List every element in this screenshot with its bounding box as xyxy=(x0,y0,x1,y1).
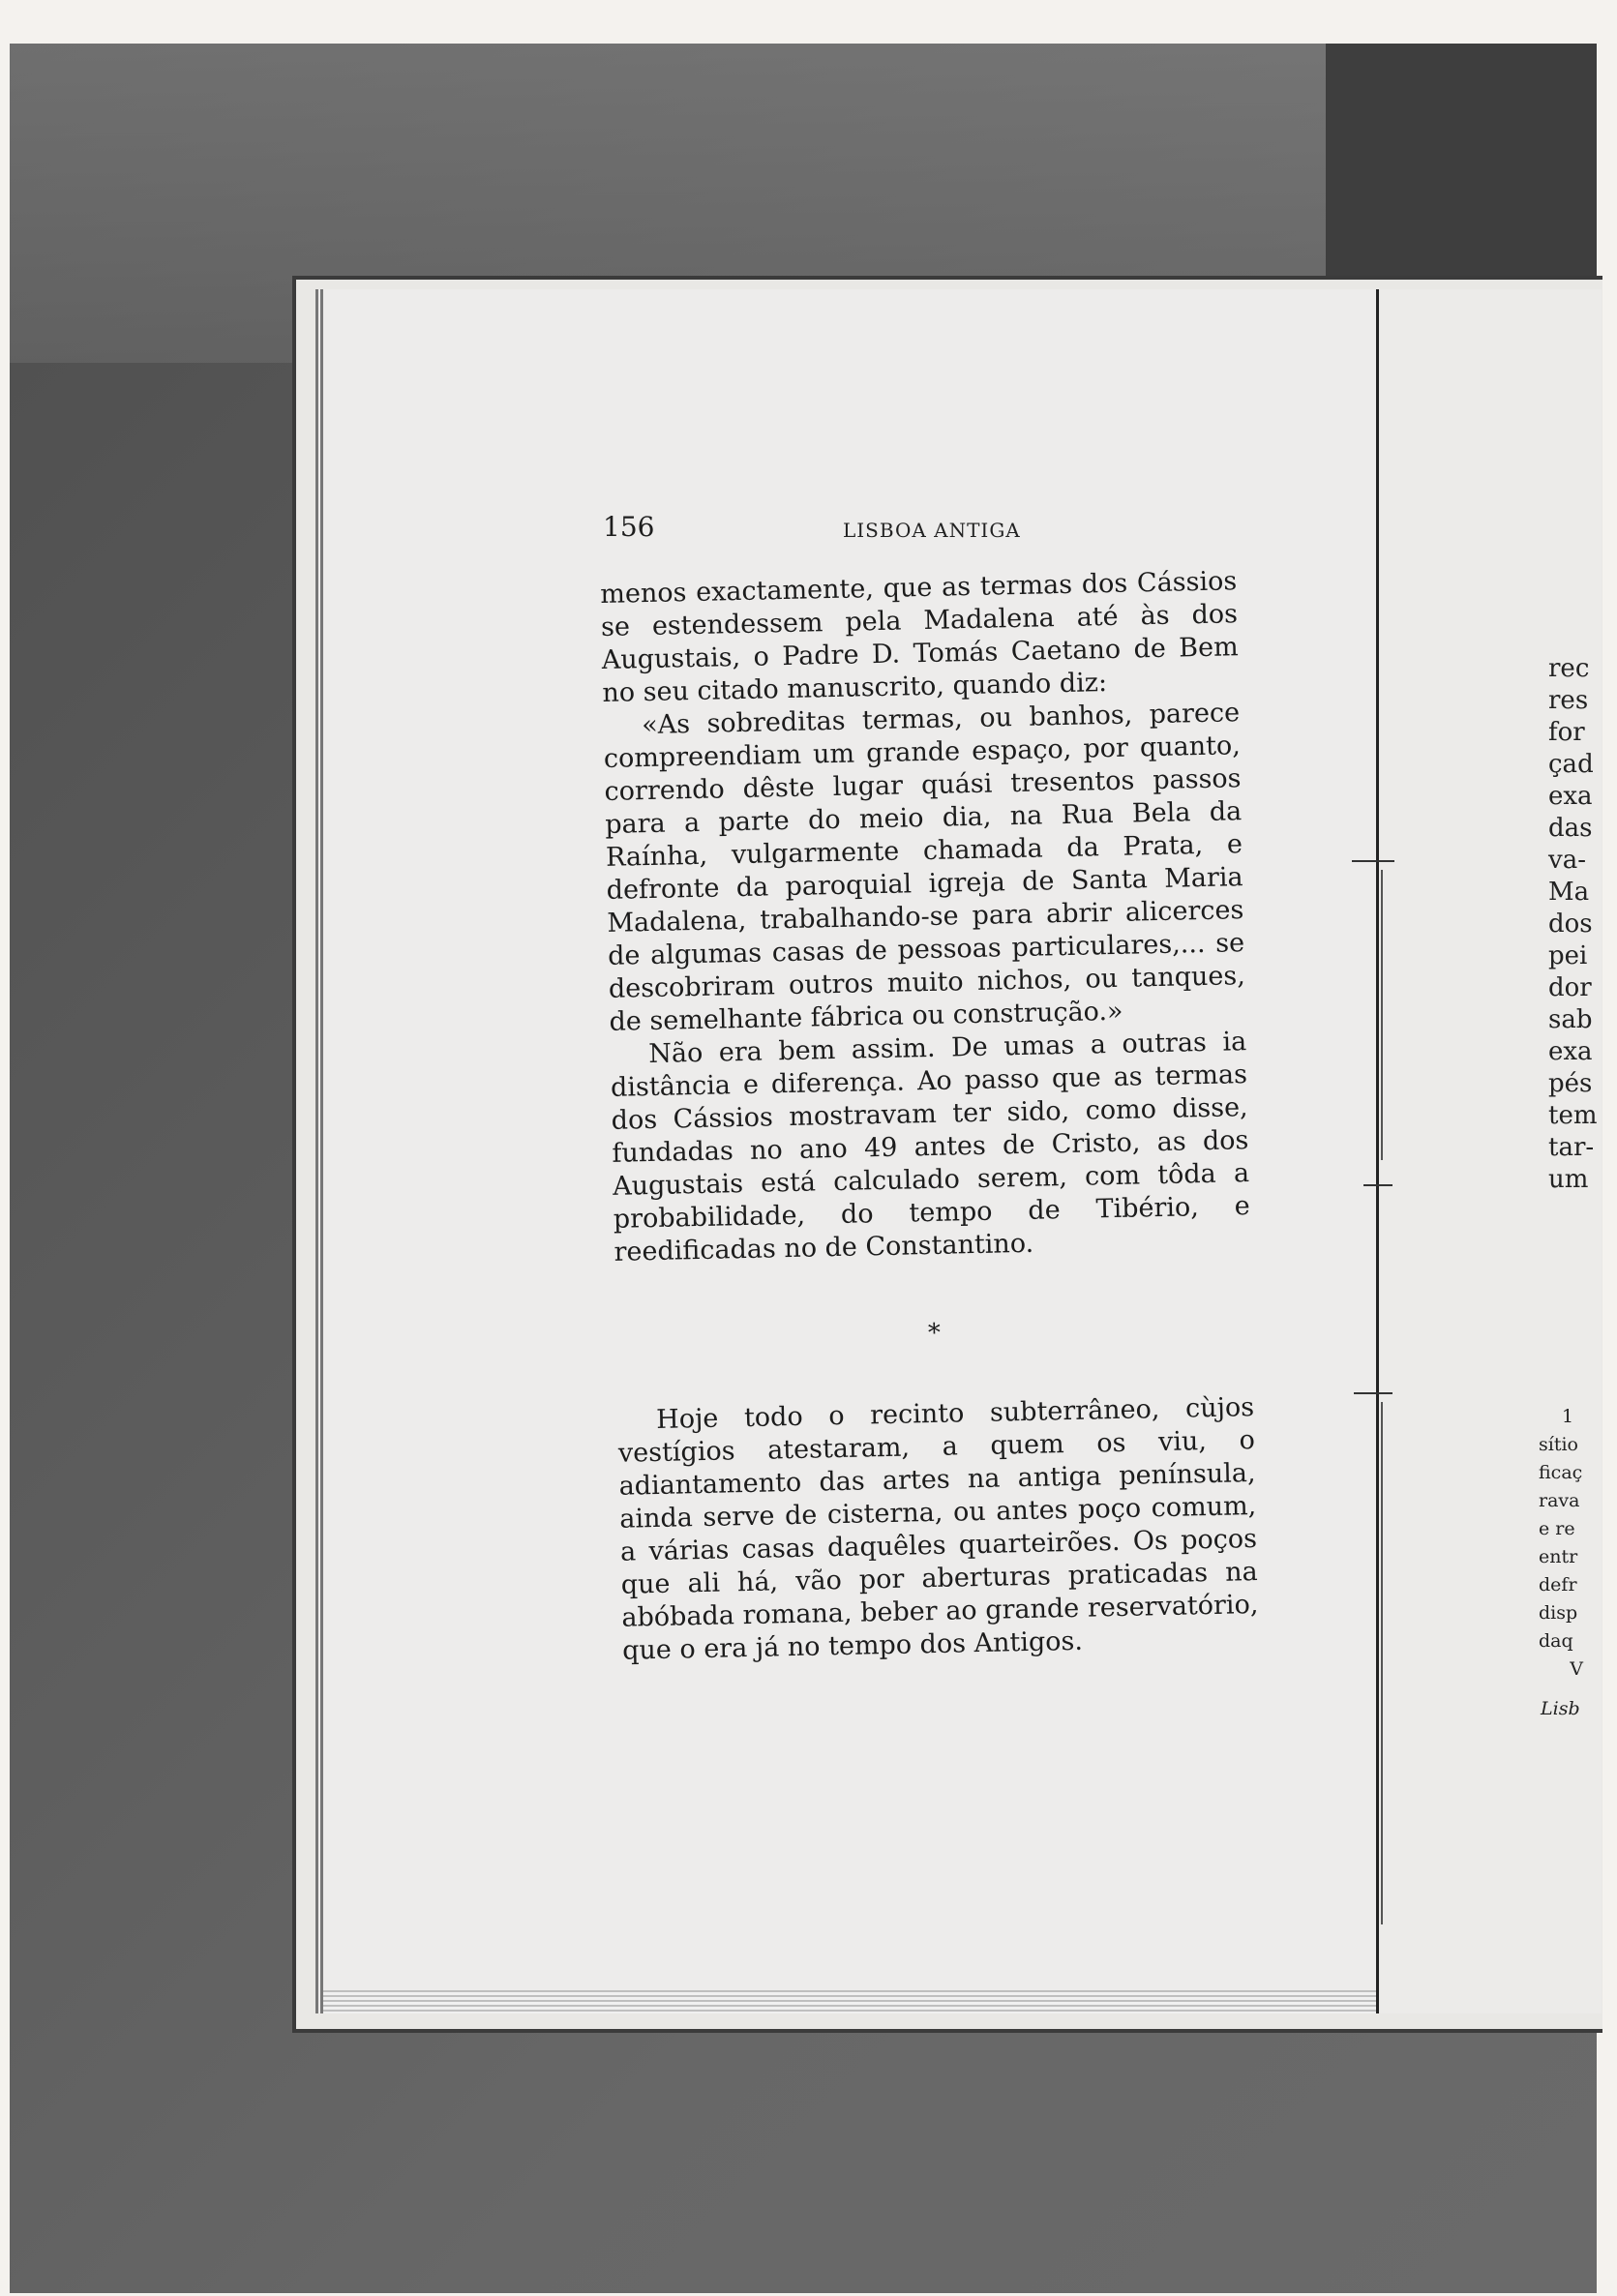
fragment: rec xyxy=(1548,654,1590,683)
body-text xyxy=(600,565,1259,1668)
fragment: defr xyxy=(1539,1574,1577,1595)
fragment: res xyxy=(1548,686,1589,715)
facing-page-fragments-bottom xyxy=(1539,1403,1597,1684)
fragment: um xyxy=(1548,1165,1589,1194)
fragment: sítio xyxy=(1539,1434,1578,1455)
fragment: daq xyxy=(1539,1630,1573,1652)
fragment: entr xyxy=(1539,1546,1578,1567)
fragment: exa xyxy=(1548,1037,1593,1066)
paragraph: Hoje todo o recinto subterrâneo, cùjos vestígios atestaram, a quem os viu, o adiantamento das artes na antiga península, ainda serve de cisterna, ou antes poço comum, a várias casas daquêles quarteirões. Os poços que ali há, vão por aberturas praticadas na abóbada romana, beber ao grande reservatório, que o era já no tempo dos Antigos. xyxy=(617,1392,1259,1666)
facing-page-fragments-top xyxy=(1548,653,1598,1196)
fragment: Ma xyxy=(1548,878,1590,907)
fragment: sab xyxy=(1548,1005,1593,1034)
fragment: pei xyxy=(1548,941,1588,970)
fragment: for xyxy=(1548,718,1585,747)
fragment: dos xyxy=(1548,909,1593,939)
running-title: LISBOA ANTIGA xyxy=(843,519,1021,542)
gutter-line xyxy=(1381,870,1383,1160)
fragment: e re xyxy=(1539,1518,1575,1539)
section-separator: * xyxy=(927,1318,942,1349)
paragraph: «As sobreditas termas, ou banhos, parece compreendiam um grande espaço, por quanto, correndo dêste lugar quási tresentos passos para a parte do meio dia, na Rua Bela da Raínha, vulgarmente chamada da Prata, e defronte da paroquial igreja de Santa Maria Madalena, trabalhando-se para abrir alicerces de algumas casas de pessoas particulares,... se descobriram outros muito nichos, ou tanques, de semelhante fábrica ou construção.» xyxy=(603,698,1246,1037)
fragment: dor xyxy=(1548,973,1592,1002)
paragraph: menos exactamente, que as termas dos Cássios se estendessem pela Madalena até às dos Augustais, o Padre D. Tomás Caetano de Bem no seu citado manuscrito, quando diz: xyxy=(600,566,1239,708)
page-header xyxy=(603,511,1087,543)
page-edges xyxy=(323,1990,1402,2013)
fragment: rava xyxy=(1539,1490,1580,1511)
margin-mark xyxy=(1352,860,1394,862)
fragment: pés xyxy=(1548,1069,1593,1098)
margin-mark xyxy=(1354,1392,1392,1394)
fragment: çad xyxy=(1548,750,1594,779)
fragment: das xyxy=(1548,814,1593,843)
facing-page-signature: Lisb xyxy=(1541,1698,1580,1719)
fragment: tem xyxy=(1548,1101,1598,1130)
fragment: tar- xyxy=(1548,1133,1595,1162)
fragment: exa xyxy=(1548,782,1593,811)
fragment: disp xyxy=(1539,1602,1578,1624)
margin-mark xyxy=(1363,1184,1392,1186)
page-number: 156 xyxy=(603,511,655,543)
paragraph: Não era bem assim. De umas a outras ia distância e diferença. Ao passo que as termas dos Cássios mostravam ter sido, como disse, fundadas no ano 49 antes de Cristo, as dos Augustais está calculado serem, com tôda a probabilidade, do tempo de Tibério, e reedificadas no de Constantino. xyxy=(610,1027,1251,1267)
fragment: V xyxy=(1570,1658,1583,1680)
fragment: va- xyxy=(1548,846,1586,875)
fragment: 1 xyxy=(1561,1406,1574,1427)
fragment: ficaç xyxy=(1539,1462,1583,1483)
gutter-line xyxy=(1381,1402,1383,1924)
